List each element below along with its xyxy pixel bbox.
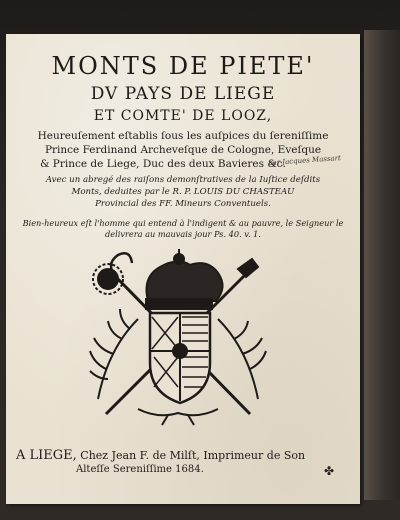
summary-line-2: Monts, deduites par le R. P. LOUIS DU CHASTEAU xyxy=(71,187,295,197)
dedication-line-2: Prince Ferdinand Archeveſque de Cologne, Eveſque xyxy=(44,144,322,156)
imprint-city: A LIEGE, xyxy=(16,448,77,463)
title-line-2: DV PAYS DE LIEGE xyxy=(90,84,276,104)
handwritten-note: par Jacques Massart xyxy=(267,154,342,168)
epigraph-line-1: Bien-heureux eſt l'homme qui entend à l'indigent & au pauvre, le Seigneur le xyxy=(22,218,344,228)
summary-line-1: Avec un abregé des raiſons demonſtratives de la Iuſtice deſdits xyxy=(45,175,321,185)
title-page xyxy=(6,34,360,504)
summary-line-3: Provincial des FF. Mineurs Conventuels. xyxy=(95,199,271,209)
imprint-line-2: Alteſſe Sereniſſime 1684. xyxy=(76,464,204,475)
book-edge xyxy=(364,30,400,500)
ornament-icon: ✤ xyxy=(324,464,335,478)
dedication-line-3: & Prince de Liege, Duc des deux Bavieres &c. xyxy=(40,158,286,170)
dedication-line-1: Heureuſement eſtablis ſous les auſpices du ſereniſſime xyxy=(37,130,329,142)
imprint-line-1 xyxy=(16,448,356,463)
title-line-1: MONTS DE PIETE' xyxy=(51,52,315,80)
title-line-3: ET COMTE' DE LOOZ, xyxy=(93,108,273,124)
crowned-coat-of-arms-icon xyxy=(78,239,278,429)
epigraph-line-2: delivrera au mauvais jour Ps. 40. v. 1. xyxy=(105,229,261,239)
imprint-publisher: Chez Jean F. de Milſt, Imprimeur de Son xyxy=(80,449,306,462)
